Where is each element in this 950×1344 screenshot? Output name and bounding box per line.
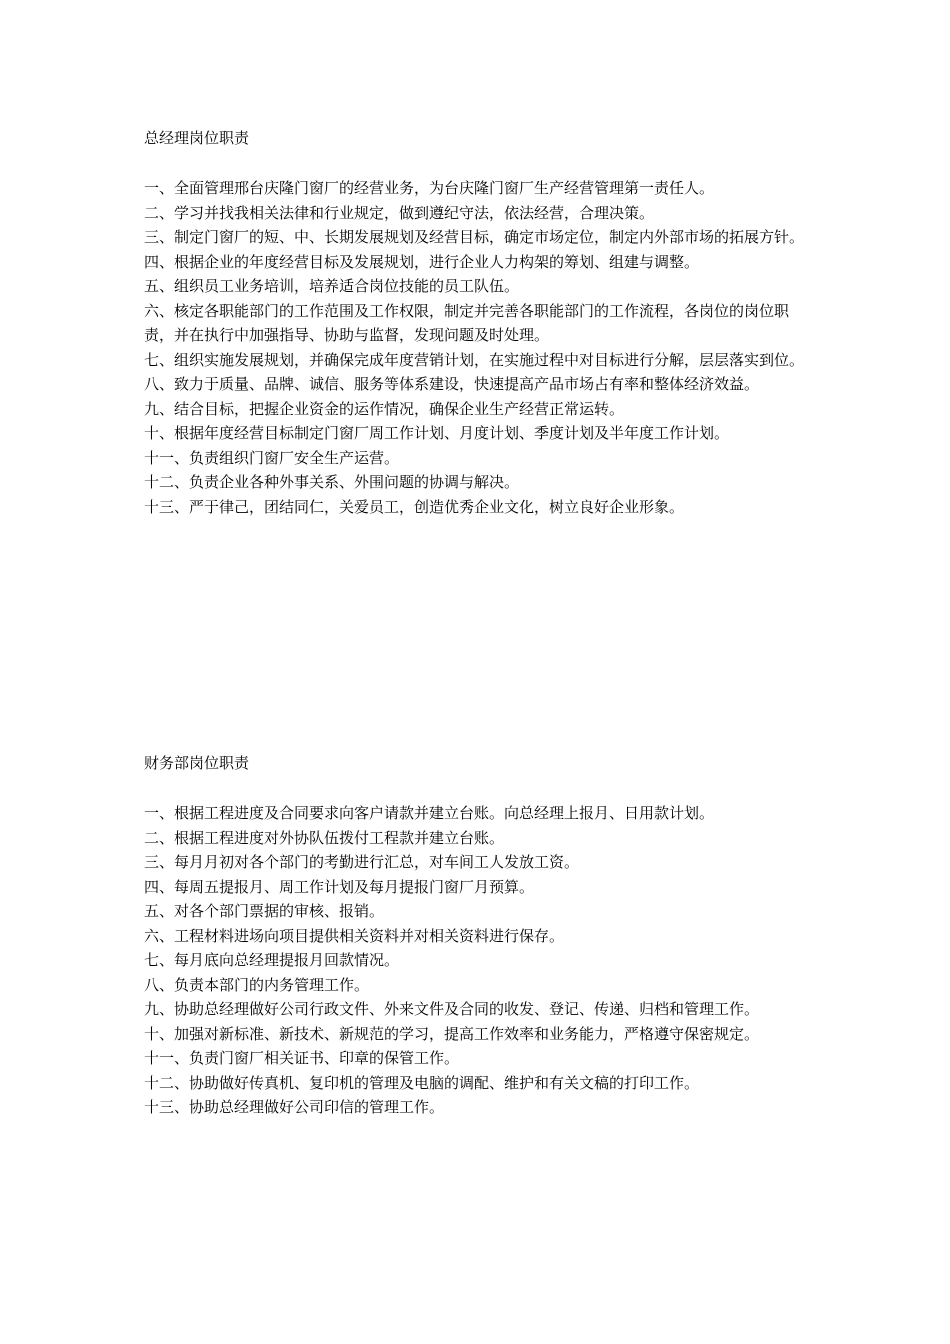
duty-item: 七、每月底向总经理提报月回款情况。 <box>144 951 400 969</box>
general-manager-section <box>144 126 808 519</box>
duty-item: 十、根据年度经营目标制定门窗厂周工作计划、月度计划、季度计划及半年度工作计划。 <box>144 424 730 442</box>
duty-item: 十一、负责门窗厂相关证书、印章的保管工作。 <box>144 1049 460 1067</box>
duty-item: 一、根据工程进度及合同要求向客户请款并建立台账。向总经理上报月、日用款计划。 <box>144 804 715 822</box>
finance-department-section <box>144 751 808 1120</box>
duty-item: 五、对各个部门票据的审核、报销。 <box>144 902 385 920</box>
duty-item: 十三、严于律己，团结同仁，关爱员工，创造优秀企业文化，树立良好企业形象。 <box>144 497 685 516</box>
duty-item: 一、全面管理邢台庆隆门窗厂的经营业务，为台庆隆门窗厂生产经营管理第一责任人。 <box>144 179 715 197</box>
duty-item: 十二、协助做好传真机、复印机的管理及电脑的调配、维护和有关文稿的打印工作。 <box>144 1073 700 1092</box>
duty-item: 八、负责本部门的内务管理工作。 <box>144 975 370 994</box>
section-title: 总经理岗位职责 <box>144 129 250 147</box>
duty-item: 十一、负责组织门窗厂安全生产运营。 <box>144 448 400 467</box>
duty-item: 四、根据企业的年度经营目标及发展规划，进行企业人力构架的筹划、组建与调整。 <box>144 252 700 271</box>
duty-list <box>144 176 808 519</box>
duty-item: 三、制定门窗厂的短、中、长期发展规划及经营目标，确定市场定位，制定内外部市场的拓展方针。 <box>144 228 805 246</box>
duty-item: 十、加强对新标准、新技术、新规范的学习，提高工作效率和业务能力，严格遵守保密规定。 <box>144 1024 760 1043</box>
duty-item: 十三、协助总经理做好公司印信的管理工作。 <box>144 1098 445 1116</box>
duty-list <box>144 801 808 1120</box>
duty-item: 八、致力于质量、品牌、诚信、服务等体系建设，快速提高产品市场占有率和整体经济效益。 <box>144 375 760 393</box>
section-title: 财务部岗位职责 <box>144 754 250 772</box>
duty-item: 三、每月月初对各个部门的考勤进行汇总，对车间工人发放工资。 <box>144 853 580 871</box>
duty-item: 十二、负责企业各种外事关系、外围问题的协调与解决。 <box>144 473 520 491</box>
duty-item: 九、协助总经理做好公司行政文件、外来文件及合同的收发、登记、传递、归档和管理工作。 <box>144 1000 760 1018</box>
duty-item: 九、结合目标，把握企业资金的运作情况，确保企业生产经营正常运转。 <box>144 399 625 418</box>
duty-item: 六、工程材料进场向项目提供相关资料并对相关资料进行保存。 <box>144 926 565 945</box>
duty-item: 二、根据工程进度对外协队伍拨付工程款并建立台账。 <box>144 828 505 847</box>
duty-item: 六、核定各职能部门的工作范围及工作权限，制定并完善各职能部门的工作流程，各岗位的岗位职责，并在执行中加强指导、协助与监督，发现问题及时处理。 <box>144 301 790 344</box>
duty-item: 二、学习并找我相关法律和行业规定，做到遵纪守法，依法经营，合理决策。 <box>144 203 655 222</box>
duty-item: 四、每周五提报月、周工作计划及每月提报门窗厂月预算。 <box>144 877 535 896</box>
duty-item: 七、组织实施发展规划，并确保完成年度营销计划，在实施过程中对目标进行分解，层层落实到位。 <box>144 350 805 369</box>
duty-item: 五、组织员工业务培训，培养适合岗位技能的员工队伍。 <box>144 277 520 295</box>
